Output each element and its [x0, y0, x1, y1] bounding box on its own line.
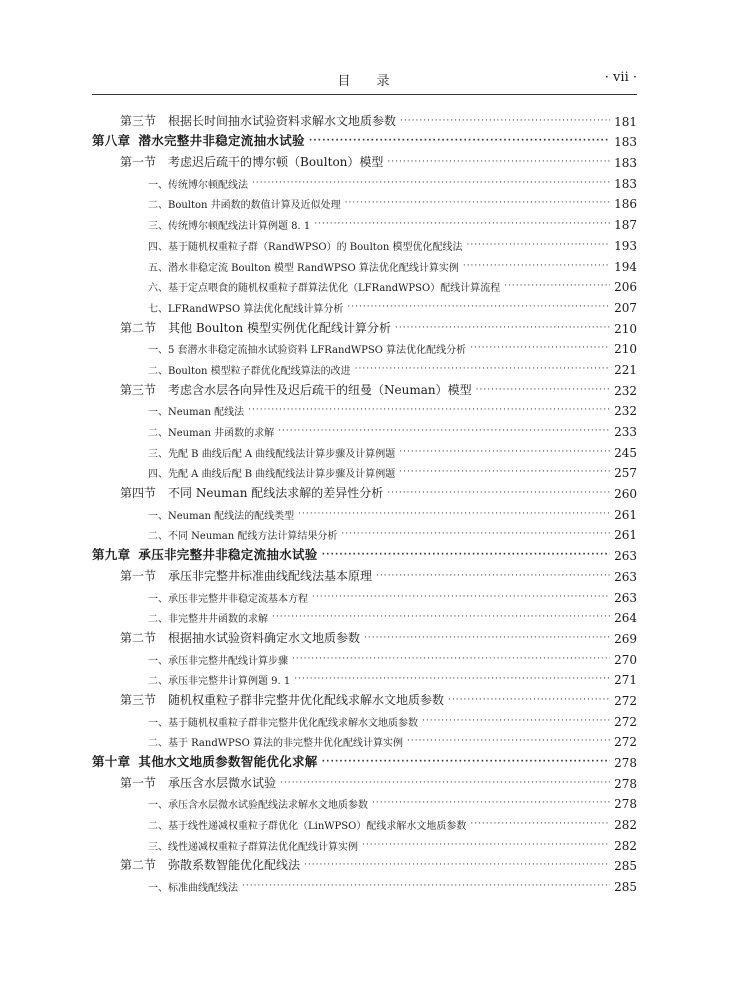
- toc-item-entry: [92, 336, 637, 357]
- toc-entry-number: 第八章: [92, 133, 131, 149]
- toc-entry-label: [120, 567, 372, 584]
- toc-item-entry: [92, 708, 637, 729]
- toc-entry-page: 233: [614, 425, 637, 439]
- toc-entry-label: [120, 856, 300, 873]
- toc-entry-label: [148, 424, 274, 439]
- toc-item-entry: [92, 170, 637, 191]
- toc-entry-title: 其他 Boulton 模型实例优化配线计算分析: [168, 320, 392, 335]
- toc-entry-label: [148, 610, 268, 625]
- dot-leader: [292, 655, 610, 667]
- toc-entry-title: 四、基于随机权重粒子群（RandWPSO）的 Boulton 模型优化配线法: [148, 241, 463, 253]
- toc-entry-label: [148, 527, 337, 542]
- toc-section-entry: [92, 480, 637, 501]
- toc-entry-title: 一、Neuman 配线法的配线类型: [148, 510, 295, 522]
- toc-entry-page: 278: [614, 797, 637, 812]
- toc-entry-title: 一、承压非完整井配线计算步骤: [148, 655, 288, 667]
- toc-entry-label: [148, 300, 343, 315]
- toc-entry-number: 第四节: [120, 486, 157, 501]
- toc-entry-title: 一、5 套潜水非稳定流抽水试验资料 LFRandWPSO 算法优化配线分析: [148, 345, 467, 357]
- toc-entry-title: 二、Boulton 模型粒子群优化配线算法的改进: [148, 365, 351, 377]
- dot-leader: [387, 158, 610, 170]
- toc-item-entry: [92, 729, 637, 750]
- table-of-contents: [92, 108, 637, 894]
- toc-entry-number: 第二节: [120, 858, 157, 873]
- dot-leader: [395, 324, 610, 336]
- header-page-number: · vii ·: [604, 70, 637, 85]
- dot-leader: [347, 303, 610, 315]
- toc-entry-page: 257: [614, 466, 637, 481]
- toc-entry-label: [148, 176, 248, 191]
- toc-entry-title: 二、非完整井井函数的求解: [148, 614, 268, 626]
- toc-entry-title: 二、Neuman 井函数的求解: [148, 428, 275, 439]
- toc-entry-title: 随机权重粒子群非完整井优化配线求解水文地质参数: [168, 692, 445, 707]
- dot-leader: [399, 468, 610, 480]
- toc-entry-title: 三、先配 B 曲线后配 A 曲线配线法计算步骤及计算例题: [148, 448, 396, 460]
- toc-entry-number: 第三节: [120, 382, 157, 397]
- toc-item-entry: [92, 584, 637, 605]
- toc-chapter-entry: [92, 542, 637, 563]
- toc-section-entry: [92, 770, 637, 791]
- dot-leader: [248, 406, 610, 418]
- toc-entry-page: 232: [614, 404, 637, 419]
- dot-leader: [314, 220, 610, 232]
- toc-section-entry: [92, 149, 637, 170]
- dot-leader: [304, 861, 610, 873]
- toc-entry-page: 245: [614, 445, 637, 460]
- toc-entry-title: 一、承压含水层微水试验配线法求解水文地质参数: [148, 800, 368, 812]
- toc-item-entry: [92, 873, 637, 894]
- toc-entry-title: 一、标准曲线配线法: [148, 883, 238, 895]
- dot-leader: [280, 779, 610, 791]
- toc-entry-page: 282: [614, 818, 637, 833]
- toc-entry-label: [120, 112, 396, 129]
- toc-entry-label: [148, 734, 403, 749]
- toc-item-entry: [92, 791, 637, 812]
- toc-entry-number: 第一节: [120, 568, 157, 583]
- toc-entry-label: [120, 153, 383, 170]
- header-title: [92, 70, 637, 89]
- toc-item-entry: [92, 667, 637, 688]
- toc-entry-label: [148, 796, 368, 811]
- toc-entry-label: [120, 319, 391, 336]
- toc-section-entry: [92, 563, 637, 584]
- toc-entry-label: [148, 279, 500, 294]
- dot-leader: [312, 593, 610, 605]
- toc-entry-title: 承压非完整井非稳定流抽水试验: [138, 547, 318, 563]
- toc-entry-page: 285: [614, 880, 637, 895]
- toc-item-entry: [92, 274, 637, 295]
- toc-entry-label: [92, 131, 305, 149]
- dot-leader: [355, 365, 610, 377]
- toc-chapter-entry: [92, 749, 637, 770]
- dot-leader: [372, 799, 610, 811]
- toc-entry-page: 270: [614, 652, 637, 667]
- toc-entry-page: 210: [614, 342, 637, 357]
- dot-leader: [278, 427, 610, 439]
- toc-entry-page: 221: [614, 362, 637, 377]
- toc-entry-label: [148, 507, 294, 522]
- toc-entry-number: 第十章: [92, 754, 131, 769]
- toc-section-entry: [92, 377, 637, 398]
- toc-entry-title: 二、不同 Neuman 配线方法计算结果分析: [148, 531, 338, 543]
- toc-entry-page: 194: [614, 259, 637, 274]
- toc-entry-page: 263: [614, 590, 637, 605]
- toc-entry-number: 第二节: [120, 320, 157, 335]
- dot-leader: [376, 572, 610, 584]
- toc-entry-title: 一、传统博尔顿配线法: [148, 179, 248, 191]
- dot-leader: [422, 717, 610, 729]
- toc-entry-number: 第一节: [120, 775, 157, 790]
- toc-entry-label: [148, 217, 310, 232]
- toc-entry-page: 206: [614, 280, 637, 295]
- toc-entry-label: [120, 691, 444, 708]
- toc-entry-label: [148, 445, 395, 460]
- dot-leader: [463, 262, 610, 274]
- header-rule: [92, 94, 637, 95]
- toc-entry-title: 根据长时间抽水试验资料求解水文地质参数: [168, 113, 397, 128]
- toc-section-entry: [92, 625, 637, 646]
- dot-leader: [470, 344, 610, 356]
- toc-entry-page: 187: [614, 218, 637, 233]
- toc-entry-page: 181: [614, 114, 637, 129]
- toc-entry-page: 269: [614, 631, 637, 646]
- dot-leader: [399, 448, 610, 460]
- toc-entry-title: 考虑含水层各向异性及迟后疏干的纽曼（Neuman）模型: [168, 382, 472, 397]
- toc-entry-number: 第三节: [120, 113, 157, 128]
- toc-entry-page: 263: [614, 569, 637, 584]
- dot-leader: [504, 282, 610, 294]
- dot-leader: [298, 510, 610, 522]
- toc-entry-label: [120, 774, 276, 791]
- toc-entry-title: 五、潜水非稳定流 Boulton 模型 RandWPSO 算法优化配线计算实例: [148, 262, 459, 274]
- toc-entry-page: 232: [614, 383, 637, 398]
- header-title-left: 目: [337, 74, 353, 89]
- toc-entry-label: [92, 545, 318, 563]
- toc-item-entry: [92, 460, 637, 481]
- toc-entry-title: 二、承压非完整井计算例题 9. 1: [148, 676, 291, 688]
- toc-entry-page: 272: [614, 714, 637, 729]
- dot-leader: [322, 551, 610, 563]
- toc-section-entry: [92, 687, 637, 708]
- toc-entry-title: 考虑迟后疏干的博尔顿（Boulton）模型: [168, 155, 384, 170]
- toc-entry-label: [120, 484, 383, 501]
- dot-leader: [252, 179, 610, 191]
- toc-entry-title: 三、传统博尔顿配线法计算例题 8. 1: [148, 221, 311, 233]
- toc-entry-label: [148, 259, 459, 274]
- dot-leader: [322, 758, 610, 770]
- dot-leader: [362, 841, 610, 853]
- toc-entry-title: 四、先配 A 曲线后配 B 曲线配线法计算步骤及计算例题: [148, 469, 396, 481]
- dot-leader: [294, 675, 610, 687]
- dot-leader: [272, 613, 610, 625]
- toc-entry-label: [148, 672, 290, 687]
- toc-entry-label: [148, 196, 341, 211]
- toc-entry-number: 第一节: [120, 155, 157, 170]
- toc-entry-number: 第二节: [120, 630, 157, 645]
- toc-item-entry: [92, 211, 637, 232]
- toc-item-entry: [92, 522, 637, 543]
- toc-entry-title: 一、Neuman 配线法: [148, 407, 245, 419]
- toc-entry-label: [120, 629, 360, 646]
- toc-entry-label: [92, 752, 318, 770]
- toc-entry-page: 272: [614, 735, 637, 750]
- toc-entry-title: 一、基于随机权重粒子群非完整井优化配线求解水文地质参数: [148, 717, 418, 729]
- toc-entry-title: 承压非完整井标准曲线配线法基本原理: [168, 568, 373, 583]
- toc-entry-page: 183: [614, 135, 637, 150]
- toc-entry-page: 278: [614, 776, 637, 791]
- toc-entry-label: [148, 403, 244, 418]
- toc-entry-title: 弥散系数智能优化配线法: [168, 858, 301, 873]
- toc-entry-page: 260: [614, 487, 637, 502]
- toc-entry-page: 207: [614, 300, 637, 315]
- toc-entry-title: 六、基于定点喂食的随机权重粒子群算法优化（LFRandWPSO）配线计算流程: [148, 283, 501, 295]
- toc-entry-label: [148, 362, 351, 377]
- toc-entry-page: 210: [614, 321, 637, 336]
- toc-item-entry: [92, 501, 637, 522]
- toc-item-entry: [92, 253, 637, 274]
- dot-leader: [476, 386, 610, 398]
- page-header: [92, 70, 637, 94]
- toc-entry-number: 第九章: [92, 547, 131, 563]
- toc-item-entry: [92, 439, 637, 460]
- toc-section-entry: [92, 853, 637, 874]
- dot-leader: [242, 882, 610, 894]
- toc-entry-page: 278: [614, 756, 637, 770]
- dot-leader: [466, 241, 610, 253]
- dot-leader: [341, 530, 610, 542]
- toc-entry-label: [148, 238, 462, 253]
- toc-entry-page: 264: [614, 611, 637, 626]
- toc-entry-label: [148, 341, 466, 356]
- toc-entry-page: 186: [614, 197, 637, 212]
- toc-entry-label: [148, 465, 395, 480]
- toc-item-entry: [92, 191, 637, 212]
- dot-leader: [364, 634, 610, 646]
- dot-leader: [309, 137, 610, 149]
- toc-entry-title: 二、基于 RandWPSO 算法的非完整井优化配线计算实例: [148, 738, 403, 750]
- toc-entry-title: 承压含水层微水试验: [168, 775, 277, 790]
- toc-item-entry: [92, 398, 637, 419]
- toc-entry-page: 263: [614, 549, 637, 564]
- toc-item-entry: [92, 832, 637, 853]
- dot-leader: [345, 199, 610, 211]
- toc-entry-number: 第三节: [120, 692, 157, 707]
- toc-entry-title: 根据抽水试验资料确定水文地质参数: [168, 630, 361, 645]
- toc-entry-page: 183: [614, 176, 637, 191]
- toc-entry-label: [148, 590, 308, 605]
- toc-section-entry: [92, 108, 637, 129]
- toc-entry-page: 261: [614, 507, 637, 522]
- toc-item-entry: [92, 605, 637, 626]
- toc-entry-label: [148, 838, 358, 853]
- toc-entry-label: [148, 879, 238, 894]
- toc-item-entry: [92, 356, 637, 377]
- dot-leader: [407, 737, 610, 749]
- toc-section-entry: [92, 315, 637, 336]
- toc-chapter-entry: [92, 129, 637, 150]
- header-title-right: 录: [376, 74, 392, 89]
- toc-entry-title: 二、Boulton 井函数的数值计算及近似处理: [148, 200, 341, 212]
- toc-entry-title: 潜水完整井非稳定流抽水试验: [138, 133, 305, 149]
- toc-entry-page: 183: [614, 156, 637, 171]
- toc-entry-label: [148, 652, 288, 667]
- toc-entry-label: [148, 817, 466, 832]
- toc-entry-label: [148, 714, 418, 729]
- toc-item-entry: [92, 294, 637, 315]
- toc-entry-page: 272: [614, 693, 637, 708]
- toc-entry-page: 193: [614, 238, 637, 253]
- toc-entry-title: 七、LFRandWPSO 算法优化配线计算分析: [148, 303, 344, 315]
- dot-leader: [470, 820, 610, 832]
- toc-entry-page: 271: [614, 673, 637, 688]
- dot-leader: [387, 489, 610, 501]
- toc-item-entry: [92, 811, 637, 832]
- toc-entry-page: 285: [614, 859, 637, 874]
- toc-entry-label: [120, 381, 472, 398]
- toc-entry-page: 282: [614, 838, 637, 853]
- dot-leader: [448, 696, 610, 708]
- toc-entry-title: 不同 Neuman 配线法求解的差异性分析: [168, 486, 384, 501]
- toc-entry-title: 一、承压非完整井非稳定流基本方程: [148, 593, 308, 605]
- toc-entry-page: 261: [614, 528, 637, 543]
- toc-entry-title: 三、线性递减权重粒子群算法优化配线计算实例: [148, 841, 358, 853]
- toc-item-entry: [92, 232, 637, 253]
- toc-entry-title: 二、基于线性递减权重粒子群优化（LinWPSO）配线求解水文地质参数: [148, 821, 467, 833]
- toc-item-entry: [92, 646, 637, 667]
- toc-item-entry: [92, 418, 637, 439]
- dot-leader: [400, 117, 610, 129]
- toc-entry-title: 其他水文地质参数智能优化求解: [138, 754, 318, 769]
